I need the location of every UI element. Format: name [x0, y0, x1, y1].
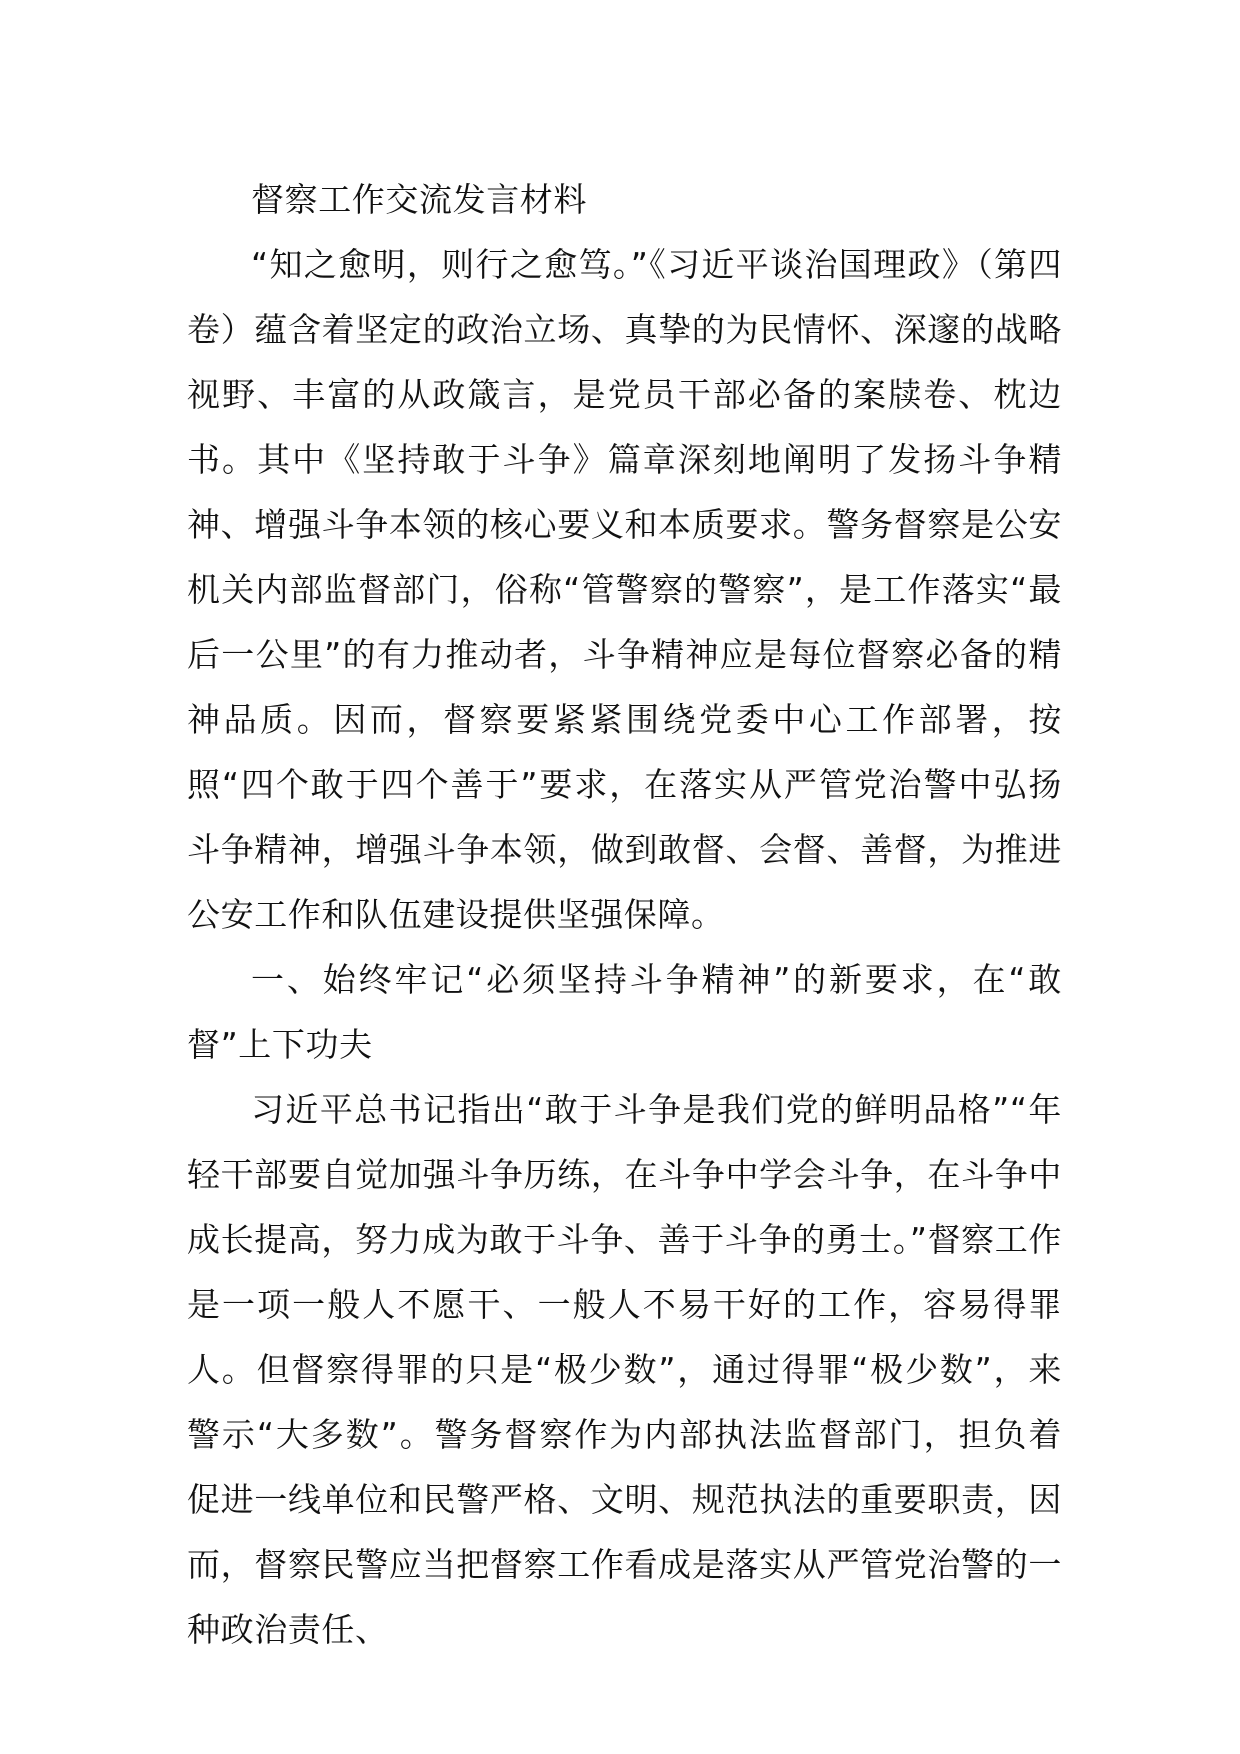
document-title: 督察工作交流发言材料 — [251, 180, 587, 219]
section-heading-1: 一、始终牢记“必须坚持斗争精神”的新要求，在“敢督”上下功夫 — [187, 960, 1062, 1064]
paragraph-section-1: 习近平总书记指出“敢于斗争是我们党的鲜明品格”“年轻干部要自觉加强斗争历练，在斗争中学会斗争，在斗争中成长提高，努力成为敢于斗争、善于斗争的勇士。”督察工作是一项一般人不愿干、一般人不易干好的工作，容易得罪人。但督察得罪的只是“极少数”，通过得罪“极少数”，来警示“大多数”。警务督察作为内部执法监督部门，担负着促进一线单位和民警严格、文明、规范执法的重要职责，因而，督察民警应当把督察工作看成是落实从严管党治警的一种政治责任、 — [187, 1090, 1062, 1649]
paragraph-intro: “知之愈明，则行之愈笃。”《习近平谈治国理政》（第四卷）蕴含着坚定的政治立场、真挚的为民情怀、深邃的战略视野、丰富的从政箴言，是党员干部必备的案牍卷、枕边书。其中《坚持敢于斗争》篇章深刻地阐明了发扬斗争精神、增强斗争本领的核心要义和本质要求。警务督察是公安机关内部监督部门，俗称“管警察的警察”，是工作落实“最后一公里”的有力推动者，斗争精神应是每位督察必备的精神品质。因而，督察要紧紧围绕党委中心工作部署，按照“四个敢于四个善于”要求，在落实从严管党治警中弘扬斗争精神，增强斗争本领，做到敢督、会督、善督，为推进公安工作和队伍建设提供坚强保障。 — [187, 245, 1062, 934]
document-body — [187, 167, 1062, 1662]
